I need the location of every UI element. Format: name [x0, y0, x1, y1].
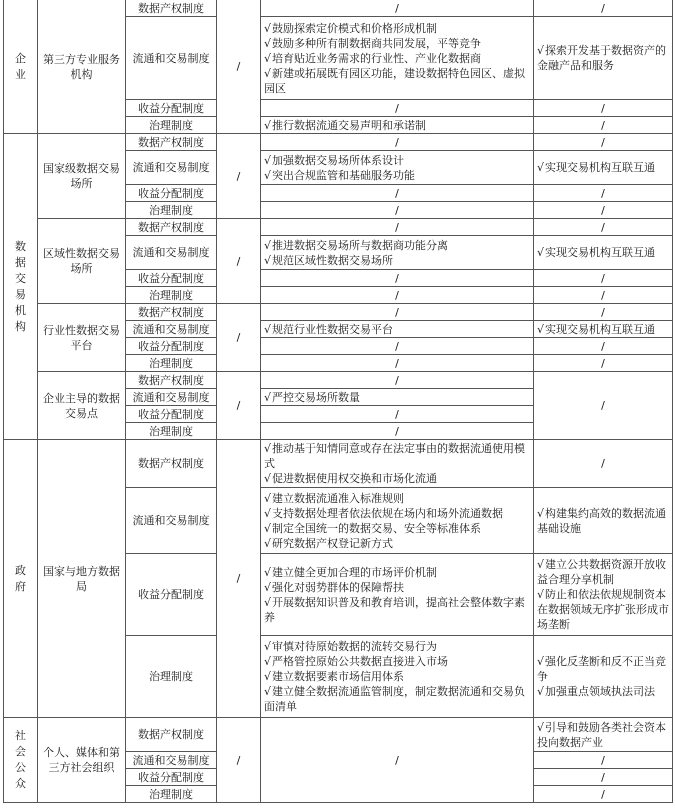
system-circulation: 流通和交易制度	[126, 151, 217, 185]
slash-cell: /	[534, 769, 673, 786]
category-government: 政 府	[4, 440, 38, 718]
slash-cell: /	[217, 0, 261, 134]
measure-item: √ 建立数据要素市场信用体系	[264, 669, 530, 684]
system-property: 数据产权制度	[126, 219, 217, 236]
slash-cell: /	[261, 718, 534, 803]
slash-cell: /	[534, 372, 673, 440]
slash-cell: /	[261, 185, 534, 202]
slash-cell: /	[261, 406, 534, 423]
measure-item: √ 加强数据交易场所体系设计	[264, 153, 530, 168]
system-governance: 治理制度	[126, 202, 217, 219]
measure-item: √ 建立健全更加合理的市场评价机制	[264, 565, 530, 580]
category-exchange: 数 据 交 易 机 构	[4, 134, 38, 440]
slash-cell: /	[534, 355, 673, 372]
slash-cell: /	[261, 100, 534, 117]
measures-cell	[261, 554, 534, 636]
slash-cell: /	[534, 0, 673, 17]
system-income: 收益分配制度	[126, 338, 217, 355]
measure-item: √ 推行数据流通交易声明和承诺制	[264, 118, 530, 133]
measure-item: √ 规范行业性数据交易平台	[264, 322, 530, 337]
slash-cell: /	[217, 718, 261, 803]
measures-cell	[261, 151, 534, 185]
system-income: 收益分配制度	[126, 406, 217, 423]
slash-cell: /	[217, 372, 261, 440]
measure-item: √ 鼓励探索定价模式和价格形成机制	[264, 21, 530, 36]
system-property: 数据产权制度	[126, 304, 217, 321]
measure-item: √ 加强重点领域执法司法	[537, 684, 669, 699]
measures-cell	[261, 17, 534, 100]
measure-item: √ 引导和鼓励各类社会资本投向数据产业	[537, 720, 669, 750]
system-income: 收益分配制度	[126, 554, 217, 636]
measure-item: √ 突出合规监管和基础服务功能	[264, 168, 530, 183]
system-circulation: 流通和交易制度	[126, 236, 217, 270]
slash-cell: /	[261, 202, 534, 219]
measure-item: √ 新建或拓展既有园区功能，建设数据特色园区、虚拟园区	[264, 66, 530, 96]
system-circulation: 流通和交易制度	[126, 488, 217, 554]
measures-cell	[534, 488, 673, 554]
measures-cell	[534, 17, 673, 100]
slash-cell: /	[217, 304, 261, 372]
slash-cell: /	[534, 100, 673, 117]
measure-item: √ 促进数据使用权交换和市场化流通	[264, 471, 530, 486]
measure-item: √ 支持数据处理者依法依规在场内和场外流通数据	[264, 506, 530, 521]
measure-item: √ 实现交易机构互联互通	[537, 245, 669, 260]
system-circulation: 流通和交易制度	[126, 752, 217, 769]
system-income: 收益分配制度	[126, 100, 217, 117]
measure-item: √ 防止和依法依规规制资本在数据领域无序扩张形成市场垄断	[537, 587, 669, 632]
system-income: 收益分配制度	[126, 270, 217, 287]
measure-item: √ 开展数据知识普及和教育培训，提高社会整体数字素养	[264, 595, 530, 625]
system-governance: 治理制度	[126, 423, 217, 440]
system-property: 数据产权制度	[126, 440, 217, 488]
subject-regional: 区域性数据交易场所	[38, 219, 126, 304]
system-property: 数据产权制度	[126, 0, 217, 17]
slash-cell: /	[534, 287, 673, 304]
system-governance: 治理制度	[126, 636, 217, 718]
category-enterprise: 企 业	[4, 0, 38, 134]
measure-item: √ 研究数据产权登记新方式	[264, 536, 530, 551]
measure-item: √ 严控交易场所数量	[264, 390, 530, 405]
system-circulation: 流通和交易制度	[126, 321, 217, 338]
slash-cell: /	[534, 440, 673, 488]
system-property: 数据产权制度	[126, 372, 217, 389]
slash-cell: /	[261, 287, 534, 304]
slash-cell: /	[261, 423, 534, 440]
system-property: 数据产权制度	[126, 718, 217, 752]
category-public: 社 会 公 众	[4, 718, 38, 803]
measures-cell	[261, 440, 534, 488]
slash-cell: /	[261, 219, 534, 236]
measure-item: √ 严格管控原始公共数据直接进入市场	[264, 654, 530, 669]
subject-enterprise-led: 企业主导的数据交易点	[38, 372, 126, 440]
policy-table	[3, 0, 673, 803]
slash-cell: /	[534, 304, 673, 321]
measure-item: √ 探索开发基于数据资产的金融产品和服务	[537, 43, 669, 73]
subject-state: 国家与地方数据局	[38, 440, 126, 718]
slash-cell: /	[534, 270, 673, 287]
slash-cell: /	[261, 338, 534, 355]
measure-item: √ 强化反垄断和反不正当竞争	[537, 654, 669, 684]
subject-third-party: 第三方专业服务机构	[38, 0, 126, 134]
measures-cell	[534, 718, 673, 752]
slash-cell: /	[534, 786, 673, 803]
slash-cell: /	[261, 0, 534, 17]
measure-item: √ 推进数据交易场所与数据商功能分离	[264, 238, 530, 253]
measures-cell	[534, 554, 673, 636]
measures-cell	[534, 236, 673, 270]
system-circulation: 流通和交易制度	[126, 389, 217, 406]
measure-item: √ 培育贴近业务需求的行业性、产业化数据商	[264, 51, 530, 66]
system-governance: 治理制度	[126, 786, 217, 803]
subject-public: 个人、媒体和第三方社会组织	[38, 718, 126, 803]
slash-cell: /	[261, 304, 534, 321]
slash-cell: /	[261, 134, 534, 151]
slash-cell: /	[534, 185, 673, 202]
slash-cell: /	[261, 372, 534, 389]
measure-item: √ 强化对弱势群体的保障帮扶	[264, 580, 530, 595]
measures-cell	[534, 636, 673, 718]
measures-cell	[261, 117, 534, 134]
measures-cell	[261, 389, 534, 406]
measures-cell	[261, 236, 534, 270]
subject-national: 国家级数据交易场所	[38, 134, 126, 219]
measure-item: √ 建立数据流通准入标准规则	[264, 491, 530, 506]
slash-cell: /	[534, 752, 673, 769]
measures-cell	[261, 488, 534, 554]
measure-item: √ 实现交易机构互联互通	[537, 160, 669, 175]
measures-cell	[534, 151, 673, 185]
slash-cell: /	[217, 134, 261, 219]
slash-cell: /	[261, 355, 534, 372]
measure-item: √ 实现交易机构互联互通	[537, 322, 669, 337]
measure-item: √ 建立公共数据资源开放收益合理分享机制	[537, 557, 669, 587]
measure-item: √ 鼓励多种所有制数据商共同发展，平等竞争	[264, 36, 530, 51]
slash-cell: /	[217, 440, 261, 718]
measure-item: √ 规范区域性数据交易场所	[264, 253, 530, 268]
measure-item: √ 推动基于知情同意或存在法定事由的数据流通使用模式	[264, 441, 530, 471]
slash-cell: /	[534, 338, 673, 355]
system-income: 收益分配制度	[126, 185, 217, 202]
measure-item: √ 建立健全数据流通监管制度，制定数据流通和交易负面清单	[264, 684, 530, 714]
slash-cell: /	[261, 270, 534, 287]
system-circulation: 流通和交易制度	[126, 17, 217, 100]
measures-cell	[261, 636, 534, 718]
measure-item: √ 审慎对待原始数据的流转交易行为	[264, 639, 530, 654]
system-governance: 治理制度	[126, 287, 217, 304]
measures-cell	[534, 321, 673, 338]
measure-item: √ 构建集约高效的数据流通基础设施	[537, 506, 669, 536]
slash-cell: /	[534, 117, 673, 134]
subject-industry: 行业性数据交易平台	[38, 304, 126, 372]
slash-cell: /	[534, 134, 673, 151]
measure-item: √ 制定全国统一的数据交易、安全等标准体系	[264, 521, 530, 536]
slash-cell: /	[217, 219, 261, 304]
measures-cell	[261, 321, 534, 338]
slash-cell: /	[534, 219, 673, 236]
system-governance: 治理制度	[126, 117, 217, 134]
system-governance: 治理制度	[126, 355, 217, 372]
slash-cell: /	[534, 202, 673, 219]
system-property: 数据产权制度	[126, 134, 217, 151]
system-income: 收益分配制度	[126, 769, 217, 786]
